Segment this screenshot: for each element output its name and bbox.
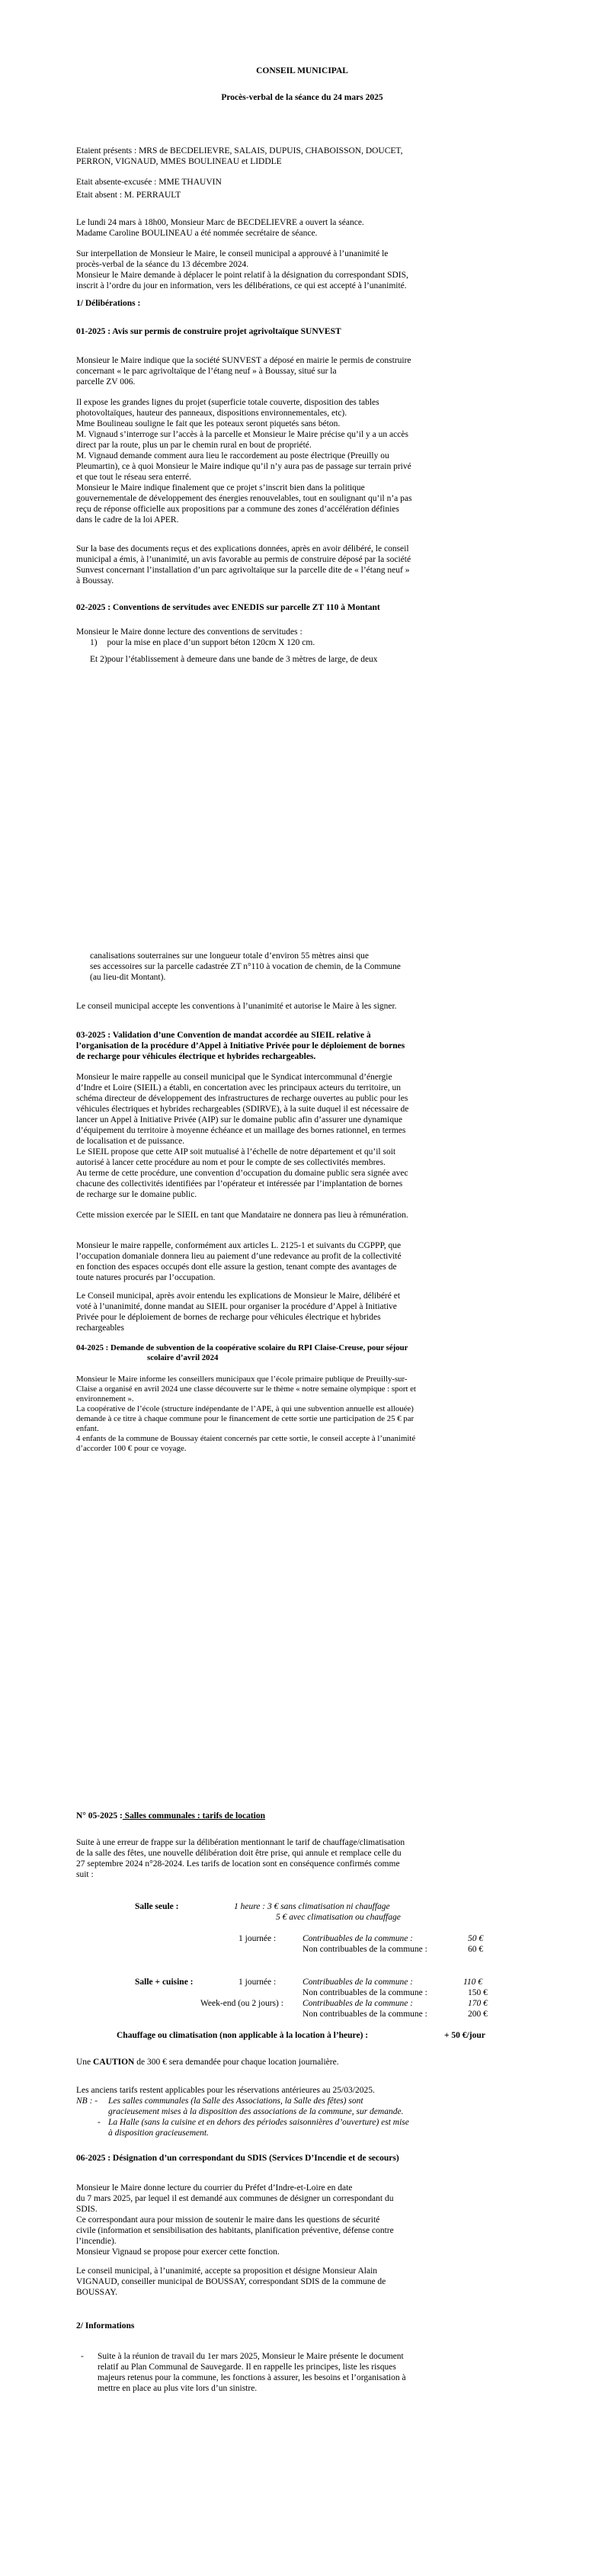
- tariff-hour-no-heating: 1 heure : 3 € sans climatisation ni chauffage: [234, 1902, 390, 1911]
- pv-line: Monsieur le Maire demande à déplacer le point relatif à la désignation du correspondant SDIS,: [76, 271, 408, 280]
- salle-cuisine-label: Salle + cuisine :: [135, 1978, 194, 1987]
- delib-02-item-1: [90, 637, 542, 648]
- info-item-1: [76, 2351, 528, 2394]
- text-line: schéma directeur de développement des infrastructures de recharge ouvertes au public pour les: [76, 1094, 408, 1103]
- text-line: majeurs retenus pour la commune, les fonctions à assurer, les besoins et l’organisation à: [98, 2373, 406, 2382]
- delib-06-decision: [76, 2266, 528, 2298]
- text-line: d’équipement du territoire à moyenne échéance et un maillage des bornes rationnel, en termes: [76, 1126, 406, 1135]
- delib-01-title: 01-2025 : Avis sur permis de construire projet agrivoltaïque SUNVEST: [76, 327, 341, 336]
- text-line: Mme Boulineau souligne le fait que les poteaux seront piquetés sans béton.: [76, 419, 341, 428]
- delib-02-title: 02-2025 : Conventions de servitudes avec ENEDIS sur parcelle ZT 110 à Montant: [76, 603, 380, 612]
- list-text: pour la mise en place d’un support béton 120cm X 120 cm.: [107, 638, 315, 647]
- text-line: environnement ».: [76, 1394, 134, 1403]
- text-line: du 7 mars 2025, par lequel il est demandé aux communes de désigner un correspondant du: [76, 2194, 394, 2203]
- text-line: suit :: [76, 1870, 94, 1879]
- delib-02-intro: Monsieur le Maire donne lecture des conventions de servitudes :: [76, 627, 302, 637]
- text-line: de localisation et de puissance.: [76, 1137, 185, 1146]
- caution-text: Une: [76, 2058, 94, 2067]
- nb-text: à disposition gracieusement.: [108, 2128, 209, 2138]
- text-line: (au lieu-dit Montant).: [90, 973, 166, 982]
- document-title: CONSEIL MUNICIPAL: [256, 66, 348, 75]
- tariff-price: 50 €: [468, 1934, 484, 1943]
- delib-04-title: [76, 1343, 528, 1363]
- text-line: d’Indre et Loire (SIEIL) a établi, en concertation avec les principaux acteurs du territoire, un: [76, 1083, 401, 1092]
- opening-paragraph: [76, 217, 528, 239]
- text-line: Au terme de cette procédure, une convention d’occupation du domaine public sera signée avec: [76, 1169, 408, 1178]
- delib-03-p1: [76, 1072, 528, 1200]
- delib-01-decision: [76, 544, 528, 586]
- text-line: Monsieur le Maire donne lecture du courrier du Préfet d’Indre-et-Loire en date: [76, 2183, 353, 2193]
- tariff-price: 150 €: [468, 1988, 488, 1997]
- nb-text: La Halle (sans la cuisine et en dehors des périodes saisonnières d’ouverture) est mise: [108, 2118, 409, 2127]
- caution-keyword: CAUTION: [93, 2058, 135, 2067]
- tariff-price: 170 €: [468, 1999, 488, 2008]
- text-line: véhicules électriques et hybrides rechargeables (SDIRVE), à la suite duquel il est nécessaire de: [76, 1105, 409, 1114]
- text-line: municipal a émis, à l’unanimité, un avis favorable au permis de construire déposé par la société: [76, 555, 411, 564]
- tariff-price: 60 €: [468, 1945, 484, 1954]
- attendance-present: Etaient présents : MRS de BECDELIEVRE, SALAIS, DUPUIS, CHABOISSON, DOUCET,: [76, 146, 403, 156]
- old-rates-line: Les anciens tarifs restent applicables pour les réservations antérieures au 25/03/2025.: [76, 2086, 375, 2095]
- delib-06-title: 06-2025 : Désignation d’un correspondant du SDIS (Services D’Incendie et de secours): [76, 2154, 399, 2163]
- section-1-title: 1/ Délibérations :: [76, 299, 141, 308]
- text-line: Monsieur Vignaud se propose pour exercer cette fonction.: [76, 2247, 280, 2257]
- text-line: M. Vignaud demande comment aura lieu le raccordement au poste électrique (Preuilly ou: [76, 451, 389, 460]
- text-line: concernant « le parc agrivoltaïque de l’étang neuf » à Boussay, situé sur la: [76, 367, 337, 376]
- attendance-absent-block: [76, 177, 528, 200]
- text-line: de recharge sur le domaine public.: [76, 1190, 197, 1199]
- title-text: Salles communales : tarifs de location: [122, 1811, 266, 1821]
- text-line: à Boussay.: [76, 576, 114, 585]
- delib-01-p1: [76, 355, 528, 387]
- text-line: Il expose les grandes lignes du projet (superficie totale couverte, disposition des tables: [76, 398, 379, 407]
- tariff-price: 200 €: [468, 2010, 488, 2019]
- text-line: Suite à la réunion de travail du 1er mars 2025, Monsieur le Maire présente le document: [98, 2352, 404, 2361]
- tariff-category: Non contribuables de la commune :: [302, 2010, 427, 2019]
- text-line: mettre en place au plus vite lors d’un sinistre.: [98, 2384, 258, 2393]
- text-line: canalisations souterraines sur une longueur totale d’environ 55 mètres ainsi que: [90, 951, 369, 961]
- text-line: direct par la route, plus un par le chemin rural en bout de propriété.: [76, 441, 312, 450]
- caution-text: de 300 € sera demandée pour chaque location journalière.: [134, 2058, 339, 2067]
- tariff-price: 110 €: [463, 1978, 483, 1987]
- nb-block: [76, 2096, 528, 2138]
- list-number: 1): [90, 638, 98, 647]
- text-line: Monsieur le maire rappelle, conformément aux articles L. 2125-1 et suivants du CGPPP, que: [76, 1241, 402, 1250]
- attendance-present-cont: PERRON, VIGNAUD, MMES BOULINEAU et LIDDLE: [76, 157, 282, 166]
- tariff-category: Contribuables de la commune :: [302, 1978, 414, 1987]
- delib-04-body: [76, 1375, 528, 1454]
- heating-price: + 50 €/jour: [444, 2031, 485, 2040]
- text-line: voté à l’unanimité, donne mandat au SIEIL pour organiser la procédure d’Appel à Initiative: [76, 1302, 397, 1311]
- text-line: rechargeables: [76, 1323, 124, 1333]
- delib-01-p2: [76, 397, 528, 525]
- text-line: ses accessoires sur la parcelle cadastrée ZT n°110 à vocation de chemin, de la Commune: [90, 962, 401, 971]
- tariff-category: Contribuables de la commune :: [302, 1999, 414, 2008]
- delib-03-p3: [76, 1240, 528, 1283]
- tariff-category: Non contribuables de la commune :: [302, 1988, 427, 1997]
- text-line: Monsieur le Maire informe les conseillers municipaux que l’école primaire publique de Preuilly-sur-: [76, 1375, 408, 1384]
- caution-line: [76, 2057, 528, 2068]
- text-line: de la salle des fêtes, une nouvelle délibération doit être prise, qui annule et remplace celle du: [76, 1849, 402, 1858]
- text-line: Ce correspondant aura pour mission de soutenir le maire dans les questions de sécurité: [76, 2215, 380, 2225]
- pv-line: procès-verbal de la séance du 13 décembre 2024.: [76, 260, 249, 269]
- text-line: et que tout le réseau sera enterré.: [76, 473, 192, 482]
- text-line: BOUSSAY.: [76, 2288, 118, 2297]
- title-number: N° 05-2025 :: [76, 1811, 123, 1821]
- text-line: en fonction des espaces occupés dont elle assure la gestion, tenant compte des avantages de: [76, 1262, 397, 1272]
- attendance-absent: Etait absent : M. PERRAULT: [76, 191, 181, 200]
- tariff-category: Non contribuables de la commune :: [302, 1945, 427, 1954]
- text-line: Le conseil municipal, à l’unanimité, accepte sa proposition et désigne Monsieur Alain: [76, 2266, 378, 2276]
- delib-03-decision: [76, 1291, 528, 1333]
- text-line: 4 enfants de la commune de Boussay étaient concernés par cette sortie, le conseil accepte à l’unanimité: [76, 1434, 416, 1443]
- delib-03-title: [76, 1030, 528, 1062]
- text-line: parcelle ZV 006.: [76, 377, 136, 387]
- text-line: enfant.: [76, 1424, 99, 1433]
- title-line: 04-2025 : Demande de subvention de la coopérative scolaire du RPI Claise-Creuse, pour séjour: [76, 1343, 408, 1352]
- pv-line: inscrit à l’ordre du jour en information, vers les délibérations, ce qui est accepté à l’unanimité.: [76, 281, 407, 290]
- text-line: 27 septembre 2024 n°28-2024. Les tarifs de location sont en conséquence confirmés comme: [76, 1859, 400, 1869]
- text-line: Privée pour le déploiement de bornes de recharge pour véhicules électrique et hybrides: [76, 1313, 381, 1322]
- salle-seule-label: Salle seule :: [135, 1902, 179, 1911]
- delib-02-item-2: Et 2)pour l’établissement à demeure dans une bande de 3 mètres de large, de deux: [90, 655, 378, 664]
- nb-text: gracieusement mises à la disposition des associations de la commune, sur demande.: [108, 2107, 404, 2116]
- opening-line: Madame Caroline BOULINEAU a été nommée secrétaire de séance.: [76, 229, 318, 238]
- document-subtitle: Procès-verbal de la séance du 24 mars 2025: [221, 93, 383, 102]
- tariff-day-label: 1 journée :: [238, 1934, 277, 1943]
- text-line: demande à ce titre à chaque commune pour le financement de cette sortie une participation de 25 € par: [76, 1414, 415, 1423]
- text-line: relatif au Plan Communal de Sauvegarde. Il en rappelle les principes, liste les risques: [98, 2363, 396, 2372]
- text-line: Sur la base des documents reçus et des explications données, après en avoir délibéré, le conseil: [76, 544, 409, 553]
- text-line: l’occupation domaniale donnera lieu au paiement d’une redevance au profit de la collectivité: [76, 1252, 402, 1261]
- section-2-title: 2/ Informations: [76, 2321, 135, 2331]
- text-line: Suite à une erreur de frappe sur la délibération mentionnant le tarif de chauffage/climatisation: [76, 1838, 405, 1847]
- text-line: SDIS.: [76, 2205, 98, 2214]
- text-line: dans le cadre de la loi APER.: [76, 515, 179, 525]
- text-line: reçu de réponse officielle aux propositions par a commune des zones d’accélération définies: [76, 505, 399, 514]
- text-line: lancer un Appel à Initiative Privée (AIP) sur le domaine public afin d’assurer une dynamique: [76, 1115, 402, 1124]
- opening-line: Le lundi 24 mars à 18h00, Monsieur Marc de BECDELIEVRE a ouvert la séance.: [76, 218, 364, 227]
- text-line: gouvernementale de développement des énergies renouvelables, tout en soulignant qu’il n’a pas: [76, 494, 412, 503]
- text-line: l’incendie).: [76, 2237, 117, 2246]
- text-line: Monsieur le Maire indique que la société SUNVEST a déposé en mairie le permis de construire: [76, 356, 411, 365]
- delib-05-title: [76, 1811, 528, 1821]
- delib-05-p1: [76, 1837, 528, 1880]
- text-line: Le Conseil municipal, après avoir entendu les explications de Monsieur le Maire, délibéré et: [76, 1291, 401, 1301]
- text-line: photovoltaïques, hauteur des panneaux, dispositions environnementales, etc).: [76, 409, 347, 418]
- tariff-weekend-label: Week-end (ou 2 jours) :: [200, 1999, 283, 2008]
- text-line: Monsieur le Maire indique finalement que ce projet s’inscrit bien dans la politique: [76, 483, 365, 492]
- tariff-hour-heating: 5 € avec climatisation ou chauffage: [276, 1913, 401, 1922]
- delib-06-body: [76, 2183, 528, 2257]
- text-line: toute natures procurés par l’occupation.: [76, 1273, 216, 1282]
- pv-approval-paragraph: [76, 249, 528, 291]
- text-line: d’accorder 100 € pour ce voyage.: [76, 1444, 187, 1453]
- title-line: 03-2025 : Validation d’une Convention de mandat accordée au SIEIL relative à: [76, 1031, 371, 1040]
- text-line: chacune des collectivités identifiées par l’opérateur et intéressée par l’implantation de bornes: [76, 1179, 403, 1189]
- heating-label: Chauffage ou climatisation (non applicable à la location à l’heure) :: [117, 2031, 369, 2040]
- text-line: Monsieur le maire rappelle au conseil municipal que le Syndicat intercommunal d’énergie: [76, 1073, 392, 1082]
- text-line: M. Vignaud s’interroge sur l’accès à la parcelle et Monsieur le Maire précise qu’il y a un accès: [76, 430, 408, 439]
- title-line: de recharge pour véhicules électrique et hybrides rechargeables.: [76, 1052, 316, 1061]
- pv-line: Sur interpellation de Monsieur le Maire, le conseil municipal a approuvé à l’unanimité le: [76, 249, 389, 258]
- text-line: civile (information et sensibilisation des habitants, planification préventive, défense contre: [76, 2226, 394, 2235]
- nb-dash: -: [98, 2118, 101, 2127]
- text-line: autorisé à lancer cette procédure au nom et pour le compte de ses collectivités membres.: [76, 1158, 386, 1167]
- text-line: La coopérative de l’école (structure indépendante de l’APE, à qui une subvention annuelle est allouée): [76, 1404, 414, 1413]
- delib-02-item-2-continued: [90, 951, 542, 983]
- text-line: VIGNAUD, conseiller municipal de BOUSSAY, correspondant SDIS de la commune de: [76, 2277, 386, 2286]
- title-line: scolaire d’avril 2024: [147, 1353, 219, 1362]
- text-line: Le SIEIL propose que cette AIP soit mutualisé à l’échelle de notre département et qu’il soit: [76, 1147, 396, 1156]
- title-line: l’organisation de la procédure d’Appel à Initiative Privée pour le déploiement de bornes: [76, 1041, 405, 1051]
- delib-03-p2: Cette mission exercée par le SIEIL en tant que Mandataire ne donnera pas lieu à rémunération.: [76, 1211, 408, 1220]
- nb-label: NB : -: [76, 2096, 98, 2106]
- text-line: Sunvest concernant l’installation d’un parc agrivoltaïque sur la parcelle dite de « l’étang neuf »: [76, 566, 410, 575]
- tariff-day-label: 1 journée :: [238, 1978, 277, 1987]
- delib-02-decision: Le conseil municipal accepte les conventions à l’unanimité et autorise le Maire à les signer.: [76, 1002, 397, 1011]
- nb-text: Les salles communales (la Salle des Associations, la Salle des fêtes) sont: [108, 2096, 363, 2106]
- text-line: Pleumartin), ce à quoi Monsieur le Maire indique qu’il n’y aura pas de passage sur terrain privé: [76, 462, 411, 471]
- list-dash: -: [81, 2352, 84, 2361]
- attendance-excused: Etait absente-excusée : MME THAUVIN: [76, 178, 222, 187]
- attendance-block: [76, 146, 528, 167]
- tariff-category: Contribuables de la commune :: [302, 1934, 414, 1943]
- text-line: Claise a organisé en avril 2024 une classe découverte sur le thème « notre semaine olympique : sport et: [76, 1384, 416, 1394]
